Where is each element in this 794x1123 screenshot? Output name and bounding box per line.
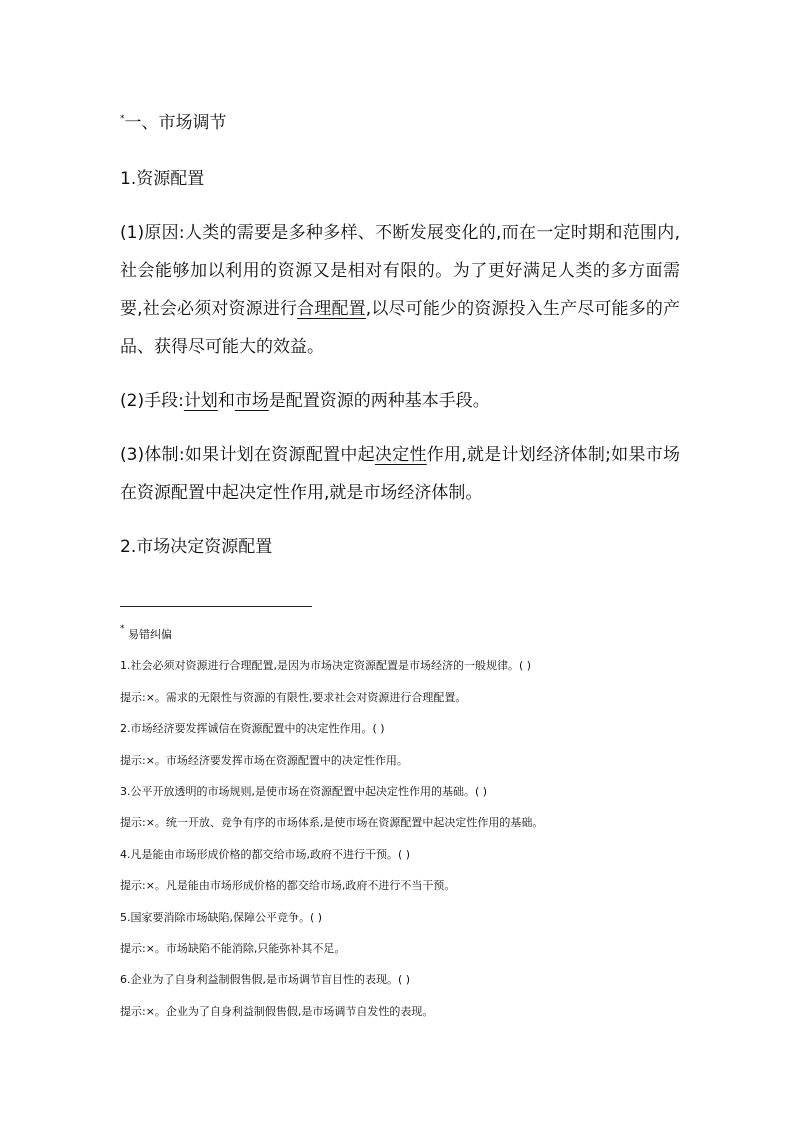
footnote-question: 3.公平开放透明的市场规则,是使市场在资源配置中起决定性作用的基础。( ) xyxy=(120,785,488,799)
paragraph-text: 作用,就是计划经济体制;如果市场在资源配置中起决定性作用,就是市场经济体制。 xyxy=(120,445,680,503)
footnote-marker: * xyxy=(120,114,125,124)
footnote-question: 6.企业为了自身利益制假售假,是市场调节盲目性的表现。( ) xyxy=(120,973,411,987)
footnote-marker: * xyxy=(120,624,125,634)
paragraph-text: (3)体制:如果计划在资源配置中起 xyxy=(120,445,375,465)
underlined-term: 合理配置 xyxy=(297,299,366,319)
main-content xyxy=(120,100,680,582)
paragraph-text: 和 xyxy=(217,391,235,411)
footnote-hint: 提示:×。企业为了自身利益制假售假,是市场调节自发性的表现。 xyxy=(120,1004,434,1018)
paragraph-text: (2)手段: xyxy=(120,391,184,411)
section-heading xyxy=(120,100,680,142)
paragraph-system xyxy=(120,436,680,512)
footnote-question: 1.社会必须对资源进行合理配置,是因为市场决定资源配置是市场经济的一般规律。( ) xyxy=(120,659,532,673)
underlined-term: 市场 xyxy=(234,391,269,411)
footnote-question: 2.市场经济要发挥诚信在资源配置中的决定性作用。( ) xyxy=(120,722,385,736)
footnote-question: 4.凡是能由市场形成价格的都交给市场,政府不进行干预。( ) xyxy=(120,847,411,861)
footnote-question: 5.国家要消除市场缺陷,保障公平竞争。( ) xyxy=(120,910,323,924)
subsection-heading-1: 1.资源配置 xyxy=(120,169,205,189)
underlined-term: 决定性 xyxy=(374,445,427,465)
paragraph-means xyxy=(120,382,680,420)
footnote-hint: 提示:×。凡是能由市场形成价格的都交给市场,政府不进行不当干预。 xyxy=(120,879,456,893)
footnote-hint: 提示:×。市场经济要发挥市场在资源配置中的决定性作用。 xyxy=(120,753,408,767)
footnote-divider xyxy=(120,606,312,607)
footnote-title xyxy=(120,614,720,650)
section-title: 一、市场调节 xyxy=(124,113,227,133)
paragraph-text: ,以尽可能少的资源投入生产尽可能多的产品、获得尽可能大的效益。 xyxy=(120,299,681,357)
subsection-heading-2: 2.市场决定资源配置 xyxy=(120,537,273,557)
footnote-hint: 提示:×。需求的无限性与资源的有限性,要求社会对资源进行合理配置。 xyxy=(120,690,467,704)
paragraph-reason xyxy=(120,214,680,366)
footnote-hint: 提示:×。市场缺陷不能消除,只能弥补其不足。 xyxy=(120,942,346,956)
footnote-hint: 提示:×。统一开放、竞争有序的市场体系,是使市场在资源配置中起决定性作用的基础。 xyxy=(120,816,544,830)
footnote-title-text: 易错纠偏 xyxy=(128,628,172,641)
paragraph-text: (1)原因:人类的需要是多种多样、不断发展变化的,而在一定时期和范围内,社会能够加以利用的资源又是相对有限的。为了更好满足人类的多方面需要,社会必须对资源进行 xyxy=(120,223,680,319)
underlined-term: 计划 xyxy=(183,391,218,411)
footnote-section xyxy=(120,614,720,1027)
paragraph-text: 是配置资源的两种基本手段。 xyxy=(268,391,490,411)
